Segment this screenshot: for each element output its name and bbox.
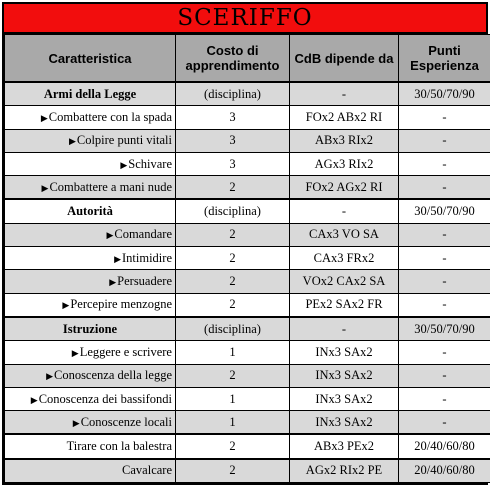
table-row	[5, 459, 490, 483]
section-name: Istruzione	[5, 317, 176, 341]
cdb-cell: -	[290, 317, 399, 341]
right-triangle-icon: ▶	[120, 160, 127, 170]
right-triangle-icon: ▶	[41, 113, 48, 123]
pe-cell: -	[399, 270, 490, 293]
pe-cell: -	[399, 106, 490, 129]
pe-cell: -	[399, 247, 490, 270]
table-row	[5, 434, 490, 458]
table-row	[5, 270, 490, 293]
skill-name: Cavalcare	[5, 459, 176, 483]
cdb-cell: AGx3 RIx2	[290, 152, 399, 175]
skill-table-frame	[2, 34, 488, 485]
pe-cell: 20/40/60/80	[399, 459, 490, 483]
right-triangle-icon: ▶	[31, 395, 38, 405]
cost-cell: 2	[176, 270, 290, 293]
skill-name-text: Schivare	[128, 157, 172, 171]
skill-name-text: Intimidire	[122, 251, 172, 265]
pe-cell: -	[399, 129, 490, 152]
header-punti: Punti Esperienza	[399, 35, 490, 83]
table-row	[5, 176, 490, 200]
cdb-cell: INx3 SAx2	[290, 387, 399, 410]
skill-table	[4, 34, 490, 483]
cost-cell: (disciplina)	[176, 82, 290, 106]
skill-name	[5, 341, 176, 364]
table-row	[5, 199, 490, 223]
cdb-cell: AGx2 RIx2 PE	[290, 459, 399, 483]
table-row	[5, 223, 490, 246]
pe-cell: 30/50/70/90	[399, 82, 490, 106]
pe-cell: -	[399, 411, 490, 435]
skill-name-text: Colpire punti vitali	[77, 133, 172, 147]
cost-cell: 1	[176, 411, 290, 435]
skill-name	[5, 270, 176, 293]
header-row	[5, 35, 490, 83]
cdb-cell: VOx2 CAx2 SA	[290, 270, 399, 293]
cdb-cell: -	[290, 82, 399, 106]
skill-name	[5, 387, 176, 410]
cost-cell: (disciplina)	[176, 317, 290, 341]
cdb-cell: CAx3 FRx2	[290, 247, 399, 270]
cost-cell: 2	[176, 364, 290, 387]
table-row	[5, 364, 490, 387]
cdb-cell: INx3 SAx2	[290, 341, 399, 364]
skill-name-text: Combattere con la spada	[49, 110, 172, 124]
skill-name	[5, 176, 176, 200]
table-row	[5, 387, 490, 410]
table-row	[5, 152, 490, 175]
right-triangle-icon: ▶	[69, 136, 76, 146]
skill-name-text: Leggere e scrivere	[80, 345, 172, 359]
cdb-cell: INx3 SAx2	[290, 364, 399, 387]
table-row	[5, 106, 490, 129]
table-row	[5, 293, 490, 317]
pe-cell: 20/40/60/80	[399, 434, 490, 458]
cost-cell: 3	[176, 152, 290, 175]
cdb-cell: FOx2 AGx2 RI	[290, 176, 399, 200]
cost-cell: 2	[176, 176, 290, 200]
cost-cell: 3	[176, 129, 290, 152]
table-row	[5, 411, 490, 435]
right-triangle-icon: ▶	[73, 418, 80, 428]
cdb-cell: CAx3 VO SA	[290, 223, 399, 246]
skill-name: Tirare con la balestra	[5, 434, 176, 458]
cost-cell: 2	[176, 293, 290, 317]
pe-cell: -	[399, 341, 490, 364]
pe-cell: -	[399, 223, 490, 246]
right-triangle-icon: ▶	[46, 371, 53, 381]
skill-name	[5, 129, 176, 152]
table-row	[5, 247, 490, 270]
table-row	[5, 341, 490, 364]
pe-cell: -	[399, 364, 490, 387]
right-triangle-icon: ▶	[62, 300, 69, 310]
skill-name	[5, 247, 176, 270]
pe-cell: -	[399, 293, 490, 317]
cost-cell: 1	[176, 387, 290, 410]
right-triangle-icon: ▶	[42, 183, 49, 193]
header-costo: Costo di apprendimento	[176, 35, 290, 83]
pe-cell: -	[399, 387, 490, 410]
skill-name	[5, 152, 176, 175]
cdb-cell: PEx2 SAx2 FR	[290, 293, 399, 317]
header-caratteristica: Caratteristica	[5, 35, 176, 83]
pe-cell: -	[399, 176, 490, 200]
skill-name	[5, 411, 176, 435]
right-triangle-icon: ▶	[109, 277, 116, 287]
skill-name	[5, 293, 176, 317]
cost-cell: 1	[176, 341, 290, 364]
cost-cell: 2	[176, 459, 290, 483]
skill-name	[5, 364, 176, 387]
cdb-cell: INx3 SAx2	[290, 411, 399, 435]
skill-name	[5, 106, 176, 129]
skill-name-text: Persuadere	[117, 274, 172, 288]
skill-name-text: Combattere a mani nude	[49, 180, 172, 194]
cdb-cell: -	[290, 199, 399, 223]
cdb-cell: FOx2 ABx2 RI	[290, 106, 399, 129]
pe-cell: 30/50/70/90	[399, 199, 490, 223]
skill-name	[5, 223, 176, 246]
cost-cell: (disciplina)	[176, 199, 290, 223]
table-row	[5, 317, 490, 341]
skill-name-text: Conoscenza dei bassifondi	[39, 392, 172, 406]
cost-cell: 2	[176, 247, 290, 270]
skill-name-text: Percepire menzogne	[70, 297, 172, 311]
skill-name-text: Comandare	[114, 227, 172, 241]
header-cdb: CdB dipende da	[290, 35, 399, 83]
cost-cell: 3	[176, 106, 290, 129]
right-triangle-icon: ▶	[72, 348, 79, 358]
table-row	[5, 82, 490, 106]
cost-cell: 2	[176, 434, 290, 458]
right-triangle-icon: ▶	[114, 254, 121, 264]
right-triangle-icon: ▶	[106, 230, 113, 240]
section-name: Autorità	[5, 199, 176, 223]
cdb-cell: ABx3 PEx2	[290, 434, 399, 458]
pe-cell: 30/50/70/90	[399, 317, 490, 341]
skill-rows	[5, 82, 490, 483]
skill-name-text: Conoscenza della legge	[54, 368, 172, 382]
skill-sheet	[2, 2, 488, 485]
sheet-title: SCERIFFO	[2, 2, 488, 34]
pe-cell: -	[399, 152, 490, 175]
cost-cell: 2	[176, 223, 290, 246]
cdb-cell: ABx3 RIx2	[290, 129, 399, 152]
table-row	[5, 129, 490, 152]
skill-name-text: Conoscenze locali	[81, 415, 172, 429]
section-name: Armi della Legge	[5, 82, 176, 106]
